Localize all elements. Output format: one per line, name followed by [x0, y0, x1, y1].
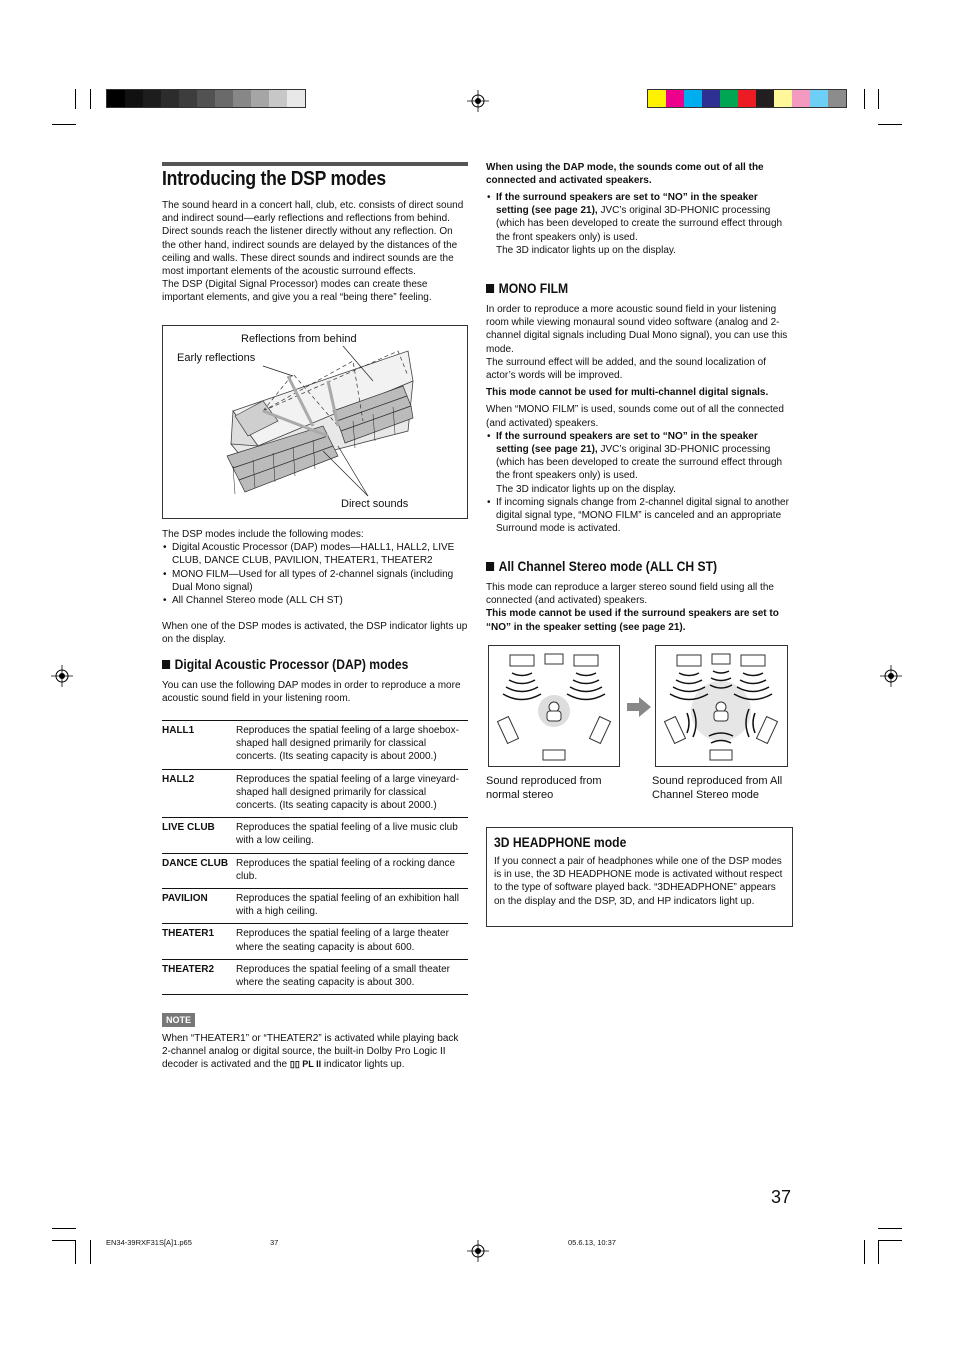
page-title: Introducing the DSP modes — [162, 168, 386, 190]
registration-mark-icon — [467, 90, 489, 112]
arrow-right-icon — [627, 697, 651, 717]
label-reflections-behind: Reflections from behind — [241, 333, 357, 345]
intro-text — [162, 199, 468, 305]
gray-swatch — [233, 90, 251, 107]
modes-overview — [162, 528, 468, 647]
gray-swatch — [269, 90, 287, 107]
headphone-heading: 3D HEADPHONE mode — [494, 835, 627, 850]
table-row: THEATER2 Reproduces the spatial feeling of a small theater where the seating capacity is about 300. — [162, 959, 468, 994]
color-swatch — [684, 90, 702, 107]
all-ch-st-heading: All Channel Stereo mode (ALL CH ST) — [486, 559, 717, 574]
hall-figure — [162, 325, 468, 519]
dsp-indicator-text: When one of the DSP modes is activated, the DSP indicator lights up on the display. — [162, 621, 468, 646]
dap-speakers-note: When using the DAP mode, the sounds come out of all the connected and activated speakers. — [486, 162, 764, 187]
gray-calibration-strip — [106, 89, 306, 108]
gray-swatch — [197, 90, 215, 107]
gray-swatch — [179, 90, 197, 107]
title-bar — [162, 162, 468, 166]
headphone-box — [486, 827, 793, 927]
table-row: LIVE CLUB Reproduces the spatial feeling of a live music club with a low ceiling. — [162, 818, 468, 853]
registration-mark-icon — [880, 665, 902, 687]
dap-intro: You can use the following DAP modes in order to reproduce a more acoustic sound field in your listening room. — [162, 680, 461, 705]
normal-stereo-diagram — [488, 645, 620, 767]
table-row: PAVILION Reproduces the spatial feeling of an exhibition hall with a high ceiling. — [162, 889, 468, 924]
gray-swatch — [125, 90, 143, 107]
note-text: When “THEATER1” or “THEATER2” is activated while playing back 2-channel analog or digital source, the built-in Dolby Pro Logic II decoder is activated and the ▯▯ PL II indicator lights up. — [162, 1033, 459, 1071]
gray-swatch — [143, 90, 161, 107]
gray-swatch — [215, 90, 233, 107]
list-item: • If the surround speakers are set to “NO” in the speaker setting (see page 21), JVC’s original 3D-PHONIC processing (which has been developed to create the surround effect through the front speakers only) is used. The 3D indicator lights up on the display. — [486, 191, 792, 257]
label-early-reflections: Early reflections — [177, 352, 256, 364]
color-swatch — [810, 90, 828, 107]
headphone-text: If you connect a pair of headphones while one of the DSP modes is in use, the 3D HEADPHONE mode is activated without respect to the type of software played back. “3DHEADPHONE” appears on the display and the DSP, 3D, and HP indicators light up. — [494, 856, 783, 907]
gray-swatch — [251, 90, 269, 107]
color-swatch — [648, 90, 666, 107]
footer-file: EN34-39RXF31S[A]1.p65 — [106, 1238, 192, 1247]
label-direct-sounds: Direct sounds — [341, 498, 409, 510]
registration-mark-icon — [51, 665, 73, 687]
gray-swatch — [161, 90, 179, 107]
mono-film-section: In order to reproduce a more acoustic sound field in your listening room while viewing monaural sound video software (analog and 2-channel digital signals including Dual Mono signal), you can use this mode. The surround effect will be added, and the sound localization of actor’s words will be improved. This mode cannot be used for multi-channel digital signals. When “MONO FILM” is used, sounds come out of all the connected (and activated) speakers. • If the surround speakers are set to “NO” in the speaker setting (see page 21), JVC’s original 3D-PHONIC processing (which has been developed to create the surround effect through the front speakers only) is used. The 3D indicator lights up on the display. • If incoming signals change from 2-channel digital signal to another digital signal type, “MONO FILM” is canceled and an appropriate Surround mode is activated. — [486, 303, 792, 535]
modes-intro: The DSP modes include the following modes: — [162, 529, 364, 540]
all-channel-stereo-diagram — [655, 645, 788, 767]
mono-film-heading: MONO FILM — [486, 281, 568, 296]
table-row: HALL2 Reproduces the spatial feeling of a large vineyard-shaped hall designed primarily for classical concerts. (Its seating capacity is about 2000.) — [162, 769, 468, 818]
color-calibration-strip — [647, 89, 847, 108]
caption-all-channel-stereo: Sound reproduced from All Channel Stereo mode — [652, 775, 783, 801]
intro-paragraph: The DSP (Digital Signal Processor) modes can create these important elements, and give you a real “being there” feeling. — [162, 279, 432, 304]
dap-mode-table — [162, 720, 468, 995]
note-badge: NOTE — [162, 1013, 195, 1027]
table-row: HALL1 Reproduces the spatial feeling of a large shoebox-shaped hall designed primarily for classical concerts. (Its seating capacity is about 2000.) — [162, 721, 468, 770]
caption-normal-stereo: Sound reproduced from normal stereo — [486, 775, 602, 801]
registration-mark-icon — [467, 1240, 489, 1262]
list-item: • MONO FILM—Used for all types of 2-channel signals (including Dual Mono signal) — [162, 568, 468, 594]
color-swatch — [738, 90, 756, 107]
gray-swatch — [107, 90, 125, 107]
table-row: DANCE CLUB Reproduces the spatial feeling of a rocking dance club. — [162, 853, 468, 888]
table-row: THEATER1 Reproduces the spatial feeling of a large theater where the seating capacity is about 600. — [162, 924, 468, 959]
footer-page: 37 — [270, 1238, 279, 1247]
footer-timestamp: 05.6.13, 10:37 — [568, 1238, 616, 1247]
color-swatch — [756, 90, 774, 107]
color-swatch — [702, 90, 720, 107]
dap-heading: Digital Acoustic Processor (DAP) modes — [162, 657, 408, 672]
color-swatch — [774, 90, 792, 107]
list-item: • If the surround speakers are set to “NO” in the speaker setting (see page 21), JVC’s original 3D-PHONIC processing (which has been developed to create the surround effect through the front speakers only) is used. The 3D indicator lights up on the display. — [486, 430, 792, 496]
list-item: • Digital Acoustic Processor (DAP) modes—HALL1, HALL2, LIVE CLUB, DANCE CLUB, PAVILION, THEATER1, THEATER2 — [162, 541, 468, 567]
page-number: 37 — [771, 1187, 792, 1207]
list-item: • If incoming signals change from 2-channel digital signal to another digital signal type, “MONO FILM” is canceled and an appropriate Surround mode is activated. — [486, 496, 792, 536]
gray-swatch — [287, 90, 305, 107]
color-swatch — [666, 90, 684, 107]
intro-paragraph: The sound heard in a concert hall, club, etc. consists of direct sound and indirect sound—early reflections and reflections from behind. Direct sounds reach the listener directly without any reflection. On the other hand, indirect sounds are delayed by the distances of the ceiling and walls. These direct sounds and indirect sounds are the most important elements of the acoustic surround effects. — [162, 200, 464, 278]
color-swatch — [828, 90, 846, 107]
list-item: • All Channel Stereo mode (ALL CH ST) — [162, 594, 468, 607]
dolby-pl2-logo: ▯▯ PL II — [289, 1059, 322, 1070]
color-swatch — [720, 90, 738, 107]
all-ch-st-section: This mode can reproduce a larger stereo sound field using all the connected (and activated) speakers. This mode cannot be used if the surround speakers are set to “NO” in the speaker setting (see page 21). — [486, 582, 779, 633]
color-swatch — [792, 90, 810, 107]
